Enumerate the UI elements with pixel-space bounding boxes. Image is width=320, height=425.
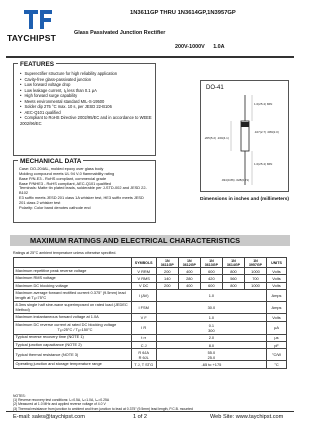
mechanical-line: Polarity: Color band denotes cathode end	[19, 204, 91, 210]
row-label: Operating junction and storage temperature range	[14, 361, 132, 368]
row-value: -65 to +175	[156, 361, 266, 368]
row-symbol: I FSM	[131, 302, 156, 314]
mechanical-text	[19, 167, 151, 211]
row-value-1: 0.1	[208, 322, 215, 328]
mechanical-heading: MECHANICAL DATA	[20, 158, 82, 165]
row-value: 140	[156, 275, 178, 282]
row-value: 1.0	[156, 290, 266, 302]
row-value: 700	[244, 275, 266, 282]
feature-item: • Meets environmental standard MIL-S-19500	[20, 99, 155, 105]
row-symbol-1: R θJA	[138, 349, 149, 355]
row-symbol: V DC	[131, 282, 156, 289]
ratings-note: Ratings at 25°C ambient temperature unless otherwise specified.	[13, 251, 117, 255]
notes-section	[13, 394, 193, 411]
row-symbol-2: R θJL	[138, 354, 149, 360]
row-value	[156, 349, 266, 361]
feature-item: • AEC-Q101 qualified	[20, 110, 155, 116]
row-condition: Tₐ=25°C / Tₐ=150°C	[57, 326, 93, 332]
package-caption: Dimensions in inches and (millimeters)	[200, 197, 290, 202]
taychipst-logo-icon	[21, 7, 55, 31]
row-value: 200	[156, 282, 178, 289]
row-unit: μs	[267, 334, 287, 341]
company-logo	[7, 7, 71, 47]
mechanical-line: Case: DO-204AL, molded epoxy over glass body	[19, 166, 104, 171]
row-label: Typical junction capacitance (NOTE 2)	[14, 341, 132, 348]
table-row	[14, 275, 287, 282]
row-label	[14, 321, 132, 334]
column-header: 1N 3614GP	[222, 258, 244, 268]
row-unit: °C	[267, 361, 287, 368]
row-label: Typical reverse recovery time (NOTE 1)	[14, 334, 132, 341]
row-value: 400	[178, 282, 200, 289]
footer-website: Web Site: www.taychipst.com	[210, 414, 284, 420]
mechanical-data-section	[13, 160, 156, 223]
row-symbol: t rr	[131, 334, 156, 341]
features-list	[20, 71, 155, 126]
row-unit: Volts	[267, 268, 287, 275]
key-specs	[175, 44, 232, 50]
row-value: 1000	[244, 268, 266, 275]
row-label: Maximum RMS voltage	[14, 275, 132, 282]
dim-body-length: .205(5.2) .160(4.1)	[204, 136, 229, 140]
note-line: (2) Measured at 1.0 MHz and applied reverse voltage of 4.0 V	[13, 402, 106, 407]
mechanical-line: Molding compound meets UL 94 V-0 flammability rating	[19, 170, 115, 176]
voltage-range: 200V-1000V	[175, 44, 205, 50]
row-unit: Volts	[267, 282, 287, 289]
row-value: 800	[222, 268, 244, 275]
note-line: (1) Reverse recovery test conditions: Iₓ=0.5A, Iₐ=1.0A, Iₓₓ=0.25A	[13, 398, 110, 403]
row-symbol: V RRM	[131, 268, 156, 275]
row-value: 8.0	[156, 341, 266, 348]
column-header: 1N 3611GP	[156, 258, 178, 268]
row-unit: Amps	[267, 290, 287, 302]
row-value: 420	[200, 275, 222, 282]
table-header-row	[14, 258, 287, 268]
row-condition-2: Tₐ=150°C	[75, 326, 93, 332]
dim-body-dia: .107(2.7) .080(2.0)	[254, 130, 279, 134]
header-divider	[6, 56, 294, 58]
row-unit: Amps	[267, 302, 287, 314]
table-row	[14, 349, 287, 361]
table-row	[14, 268, 287, 275]
table-row	[14, 341, 287, 348]
row-value	[156, 321, 266, 334]
dim-lead-top: 1.0(25.4) MIN	[254, 102, 273, 106]
column-header: 1N 3957GP	[244, 258, 266, 268]
diode-outline-icon	[201, 81, 290, 193]
feature-item: • Superectifier structure for high reliability application	[20, 71, 155, 77]
ratings-table	[13, 257, 287, 369]
part-number-title: 1N3611GP THRU 1N3614GP,1N3957GP	[130, 10, 236, 16]
row-value: 560	[222, 275, 244, 282]
feature-item: • Low forward voltage drop	[20, 82, 155, 88]
row-symbol: T J, T STG	[131, 361, 156, 368]
row-symbol: I (AV)	[131, 290, 156, 302]
features-section	[13, 63, 156, 156]
footer-page-number: 1 of 2	[133, 414, 147, 420]
table-row	[14, 361, 287, 368]
row-label: Maximum repetitive peak reverse voltage	[14, 268, 132, 275]
column-header	[14, 258, 132, 268]
row-symbol: C J	[131, 341, 156, 348]
row-value-2: 300	[208, 327, 215, 333]
row-symbol: V F	[131, 314, 156, 321]
row-label: Maximum instantaneous forward voltage at 1.0A	[14, 314, 132, 321]
features-heading: FEATURES	[20, 61, 54, 68]
feature-item: • Compliant to RoHS Directive 2002/95/EC and in accordance to WEEE 2002/96/EC	[20, 115, 155, 126]
mechanical-line: Terminals: Matte tin plated leads, solderable per J-STD-002 and JESD 22-B102	[19, 185, 147, 196]
row-unit: Volts	[267, 314, 287, 321]
row-value: 800	[222, 282, 244, 289]
row-unit: Volts	[267, 275, 287, 282]
feature-item: • Cavity-free glass-passivated junction	[20, 77, 155, 83]
row-unit: μA	[267, 321, 287, 334]
row-value: 1000	[244, 282, 266, 289]
current-rating: 1.0A	[213, 44, 225, 50]
ratings-heading: MAXIMUM RATINGS AND ELECTRICAL CHARACTERISTICS	[30, 235, 241, 245]
note-line: (3) Thermal resistance from junction to ambient and from junction to lead at 0.375" (9.5mm) lead length, P.C.B. mounted	[13, 406, 193, 411]
column-header: SYMBOLS	[131, 258, 156, 268]
dim-lead-dia: .034(0.86) .028(0.71)	[221, 178, 250, 182]
table-row	[14, 282, 287, 289]
dim-lead-bottom: 1.0(25.4) MIN	[254, 162, 273, 166]
row-value-2: 25.0	[207, 354, 216, 360]
mechanical-line: E3 suffix meets JESD 201 class 1A whisker test, HE3 suffix meets JESD 201 class 2 whisker test	[19, 195, 144, 205]
row-symbol	[131, 349, 156, 361]
table-row	[14, 302, 287, 314]
row-unit: pF	[267, 341, 287, 348]
row-unit: °C/W	[267, 349, 287, 361]
feature-item: • Solder dip 275 °C max. 10 s, per JESD 22-B106	[20, 104, 155, 110]
table-row	[14, 334, 287, 341]
row-label: 8.3ms single half sine-wave superimposed on rated load (JEDEC Method)	[14, 302, 132, 314]
row-value: 200	[156, 268, 178, 275]
row-symbol: V RMS	[131, 275, 156, 282]
row-value: 600	[200, 282, 222, 289]
mechanical-line: Base P/N-E3 - RoHS compliant, commercial grade	[19, 175, 107, 181]
column-header: 1N 3613GP	[200, 258, 222, 268]
row-value: 2.0	[156, 334, 266, 341]
mechanical-line: Base P/NHE3 - RoHS compliant, AEC-Q101 qualified	[19, 180, 111, 186]
row-value: 1.0	[156, 314, 266, 321]
footer-divider	[6, 411, 294, 412]
table-row	[14, 290, 287, 302]
footer-email: E-mail: sales@taychipst.com	[13, 414, 85, 420]
package-drawing	[200, 80, 289, 192]
row-label: Maximum average forward rectified current 0.375" (9.5mm) lead length at Tₐ=75°C	[14, 290, 132, 302]
package-name: DO-41	[206, 85, 224, 91]
brand-name: TAYCHIPST	[7, 33, 57, 43]
table-row	[14, 314, 287, 321]
product-subtitle: Glass Passivated Junction Rectifier	[74, 30, 166, 36]
feature-item: • High forward surge capability	[20, 93, 155, 99]
row-value: 600	[200, 268, 222, 275]
column-header: UNITS	[267, 258, 287, 268]
row-value: 30.0	[156, 302, 266, 314]
row-value: 280	[178, 275, 200, 282]
row-label: Typical thermal resistance (NOTE 3)	[14, 349, 132, 361]
row-label-text: Maximum DC reverse current at rated DC blocking voltage	[15, 321, 117, 327]
feature-item: • Low leakage current, Iₐ less than 0.1 μA	[20, 88, 155, 94]
row-value-1: 55.0	[207, 349, 216, 355]
row-value: 400	[178, 268, 200, 275]
column-header: 1N 3612GP	[178, 258, 200, 268]
row-symbol: I R	[131, 321, 156, 334]
table-row	[14, 321, 287, 334]
row-label: Maximum DC blocking voltage	[14, 282, 132, 289]
notes-heading: NOTES:	[13, 394, 26, 398]
row-condition-1: Tₐ=25°C	[57, 326, 73, 332]
